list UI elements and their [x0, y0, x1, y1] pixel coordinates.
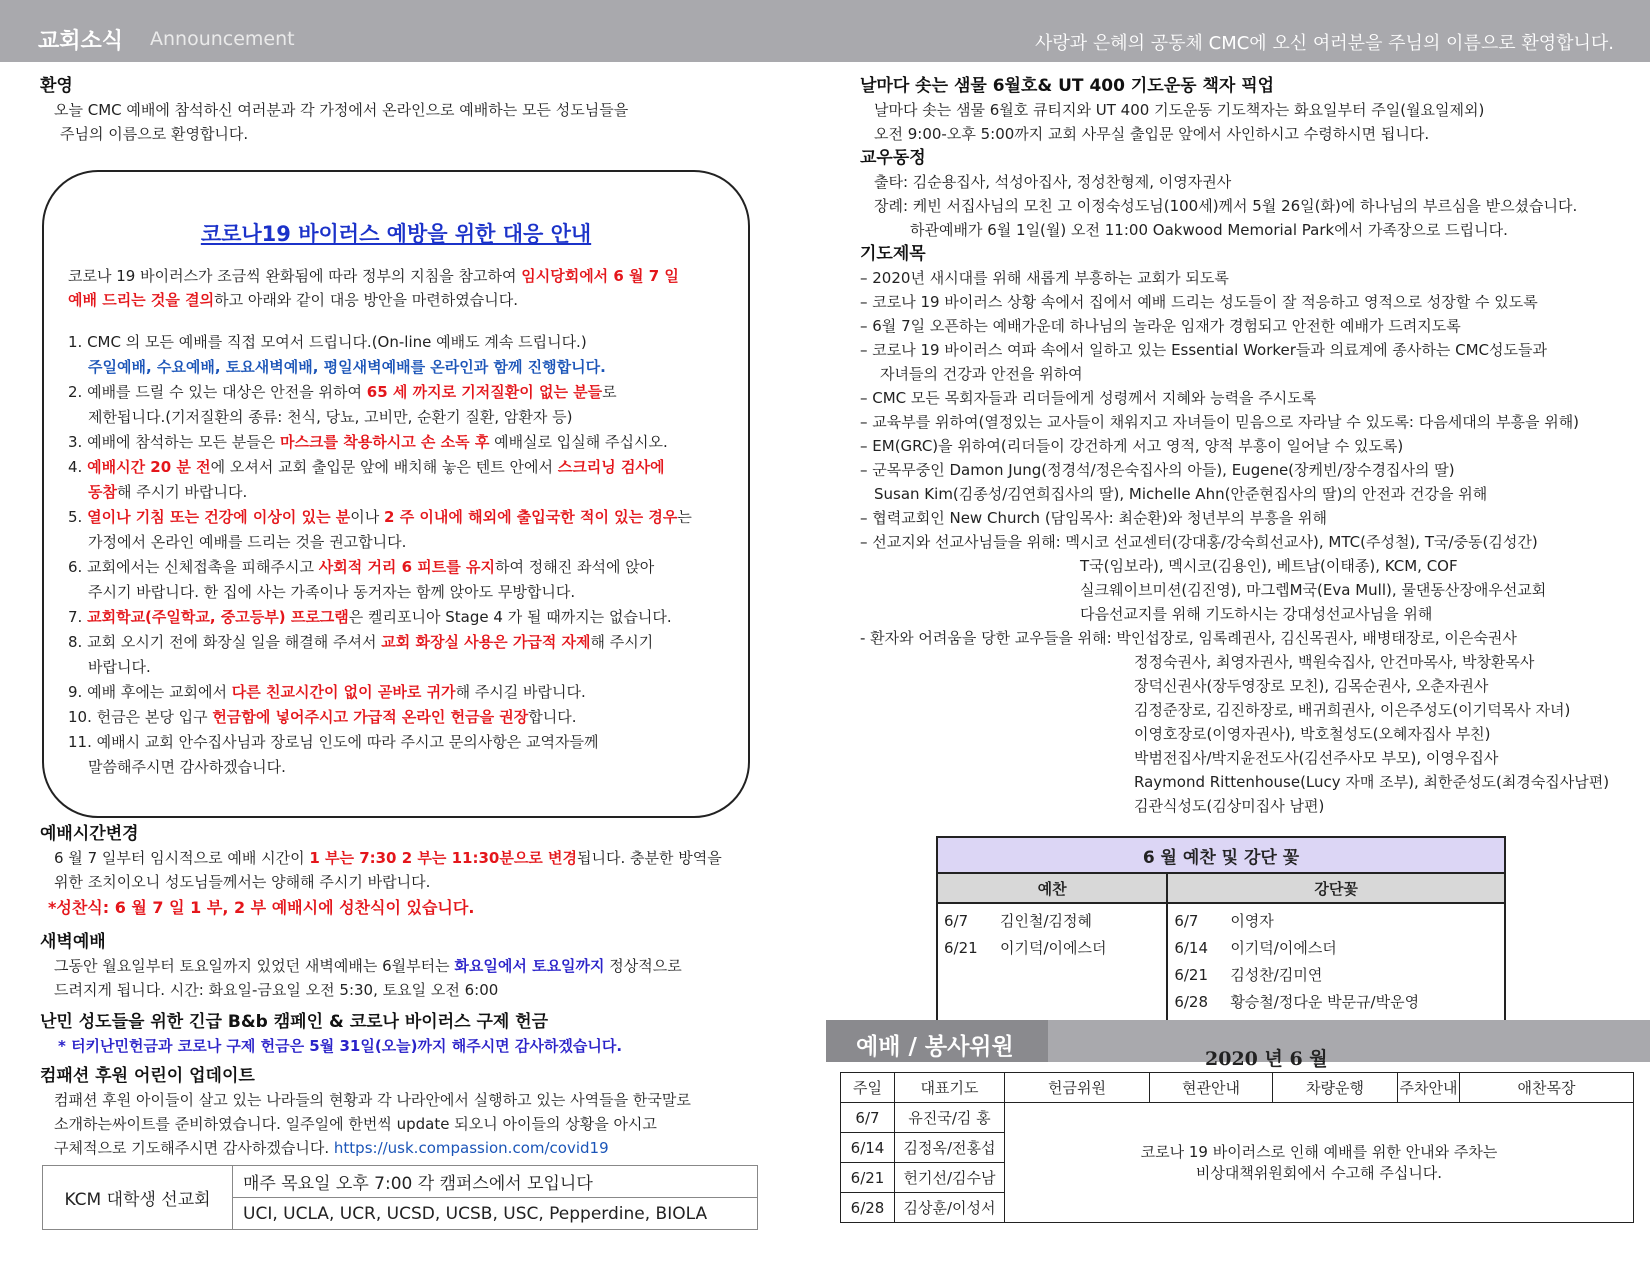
covid-item: 6. 교회에서는 신체접촉을 피해주시고 사회적 거리 6 피트를 유지하여 정해진 좌석에 앉아 — [68, 558, 655, 576]
members-line: 하관예배가 6월 1일(월) 오전 11:00 Oakwood Memorial Park에서 가족장으로 드립니다. — [910, 221, 1508, 239]
covid-intro-highlight: 예배 드리는 것을 결의 — [68, 291, 215, 309]
dawn-section: 새벽예배 그동안 월요일부터 토요일까지 있었던 새벽예배는 6월부터는 화요일에서 토요일까지 정상적으로 드려지게 됩니다. 시간: 화요일-금요일 오전 5:30, 토요일 오전 6:00 — [40, 930, 760, 1002]
header-welcome: 사랑과 은혜의 공동체 CMC에 오신 여러분을 주님의 이름으로 환영합니다. — [1034, 33, 1614, 54]
svc-prayer: 김정옥/전홍섭 — [895, 1133, 1005, 1163]
covid-item: 말씀해주시면 감사하겠습니다. — [88, 758, 286, 776]
refugee-title: 난민 성도들을 위한 긴급 B&b 캠페인 & 코로나 바이러스 구제 헌금 — [40, 1012, 549, 1032]
welcome-section — [40, 74, 760, 146]
prayer-item: – CMC 모든 목회자들과 리더들에게 성령께서 지혜와 능력을 주시도록 — [860, 389, 1317, 407]
spring-line: 날마다 솟는 샘물 6월호 큐티지와 UT 400 기도운동 기도책자는 화요일부터 주일(월요일제외) — [874, 101, 1485, 119]
covid-item: 10. 헌금은 본당 입구 헌금함에 넣어주시고 가급적 온라인 헌금을 권장합니다. — [68, 708, 577, 726]
covid-notice-box — [42, 170, 750, 818]
covid-list — [68, 330, 738, 780]
service-month: 2020 년 6 월 — [1205, 1048, 1328, 1070]
table-row — [841, 1103, 1634, 1133]
prayer-item: 이영호장로(이영자권사), 박호철성도(오혜자집사 부친) — [1134, 725, 1491, 743]
prayer-item: – 2020년 새시대를 위해 새롭게 부흥하는 교회가 되도록 — [860, 269, 1229, 287]
prayer-item: Raymond Rittenhouse(Lucy 자매 조부), 최한준성도(최경숙집사남편) — [1134, 773, 1610, 791]
right-column — [860, 74, 1630, 818]
covid-intro-text: 코로나 19 바이러스가 조금씩 완화됨에 따라 정부의 지침을 참고하여 — [68, 267, 522, 285]
covid-item: 4. 예배시간 20 분 전에 오셔서 교회 출입문 앞에 배치해 놓은 텐트 안에서 스크리닝 검사에 — [68, 458, 665, 476]
prayer-item: – 교육부를 위하여(열정있는 교사들이 채워지고 자녀들이 믿음으로 자라날 수 있도록: 다음세대의 부흥을 위해) — [860, 413, 1580, 431]
kcm-campuses: UCI, UCLA, UCR, UCSD, UCSB, USC, Pepperdine, BIOLA — [233, 1198, 758, 1230]
svc-header: 주차안내 — [1398, 1073, 1460, 1103]
covid-item: 5. 열이나 기침 또는 건강에 이상이 있는 분이나 2 주 이내에 해외에 출입국한 적이 있는 경우는 — [68, 508, 692, 526]
prayer-item: 김관식성도(김상미집사 남편) — [1134, 797, 1325, 815]
flower-col-yechan: 예찬 — [937, 873, 1167, 903]
header-title-kr: 교회소식 — [38, 29, 124, 54]
covid-item: 9. 예배 후에는 교회에서 다른 친교시간이 없이 곧바로 귀가해 주시길 바랍니다. — [68, 683, 586, 701]
svc-date: 6/21 — [841, 1163, 895, 1193]
svc-header: 대표기도 — [895, 1073, 1005, 1103]
prayer-item: 자녀들의 건강과 안전을 위하여 — [880, 365, 1083, 383]
svc-header: 헌금위원 — [1005, 1073, 1150, 1103]
svc-header: 주일 — [841, 1073, 895, 1103]
covid-item: 8. 교회 오시기 전에 화장실 일을 해결해 주셔서 교회 화장실 사용은 가급적 자제해 주시기 — [68, 633, 654, 651]
covid-item: 3. 예배에 참석하는 모든 분들은 마스크를 착용하시고 손 소독 후 예배실로 입실해 주십시오. — [68, 433, 668, 451]
prayer-item: – 군목무중인 Damon Jung(정경석/정은숙집사의 아들), Eugene(장케빈/장수경집사의 딸) — [860, 461, 1455, 479]
list-item: 6/21 이기덕/이에스더 — [944, 939, 1107, 957]
members-title: 교우동정 — [860, 148, 926, 168]
prayer-item: – 코로나 19 바이러스 상황 속에서 집에서 예배 드리는 성도들이 잘 적응하고 영적으로 성장할 수 있도록 — [860, 293, 1538, 311]
svc-header: 현관안내 — [1150, 1073, 1273, 1103]
time-change-line: 위한 조치이오니 성도님들께서는 양해해 주시기 바랍니다. — [54, 873, 431, 891]
svc-header: 애찬목장 — [1460, 1073, 1634, 1103]
compassion-title: 컴패션 후원 어린이 업데이트 — [40, 1066, 255, 1086]
dawn-line: 드려지게 됩니다. 시간: 화요일-금요일 오전 5:30, 토요일 오전 6:00 — [54, 981, 499, 999]
header-title-en: Announcement — [150, 28, 295, 50]
svc-date: 6/28 — [841, 1193, 895, 1223]
svc-note: 코로나 19 바이러스로 인해 예배를 위한 안내와 주차는 비상대책위원회에서 수고해 주십니다. — [1005, 1103, 1634, 1223]
prayer-item: – 선교지와 선교사님들을 위해: 멕시코 선교센터(강대홍/강숙희선교사), MTC(주성철), T국/중동(김성간) — [860, 533, 1538, 551]
prayer-item: 박범전집사/박지윤전도사(김선주사모 부모), 이영우집사 — [1134, 749, 1499, 767]
svc-prayer: 유진국/김 홍 — [895, 1103, 1005, 1133]
service-title: 예배 / 봉사위원 — [856, 1034, 1014, 1060]
svc-prayer: 헌기선/김수남 — [895, 1163, 1005, 1193]
refugee-section — [40, 1010, 760, 1058]
list-item: 6/28 황승철/정다운 박문규/박운영 — [1174, 993, 1420, 1011]
dawn-title: 새벽예배 — [40, 932, 106, 952]
prayer-item: – 코로나 19 바이러스 여파 속에서 일하고 있는 Essential Worker들과 의료계에 종사하는 CMC성도들과 — [860, 341, 1547, 359]
covid-item: 주시기 바랍니다. 한 집에 사는 가족이나 동거자는 함께 앉아도 무방합니다. — [88, 583, 576, 601]
compassion-section: 컴패션 후원 어린이 업데이트 컴패션 후원 아이들이 살고 있는 나라들의 현황과 각 나라안에서 실행하고 있는 사역들을 한국말로 소개하는싸이트를 준비하였습니다. 일주일에 한번씩 update 되오니 아이들의 상황을 아시고 구체적으로 기도해주시면 감사하겠습니다. https://usk.compassion.com/covid19 — [40, 1064, 760, 1160]
time-change-title: 예배시간변경 — [40, 824, 139, 844]
kcm-name: KCM 대학생 선교회 — [43, 1166, 233, 1230]
compassion-line: 소개하는싸이트를 준비하였습니다. 일주일에 한번씩 update 되오니 아이들의 상황을 아시고 — [54, 1115, 657, 1133]
list-item: 6/14 이기덕/이에스더 — [1174, 939, 1337, 957]
prayer-item: – 협력교회인 New Church (담임목사: 최순환)와 청년부의 부흥을 위해 — [860, 509, 1327, 527]
covid-item: 동참해 주시기 바랍니다. — [88, 483, 248, 501]
prayer-item: – 6월 7일 오픈하는 예배가운데 하나님의 놀라운 임재가 경험되고 안전한 예배가 드려지도록 — [860, 317, 1461, 335]
list-item: 6/7 김인철/김정혜 — [944, 912, 1092, 930]
prayer-item: 실크웨이브미션(김진영), 마그렙M국(Eva Mull), 물댄동산장애우선교회 — [1080, 581, 1547, 599]
covid-intro-highlight: 임시당회에서 6 월 7 일 — [521, 267, 679, 285]
covid-title: 코로나19 바이러스 예방을 위한 대응 안내 — [200, 222, 592, 246]
welcome-line: 오늘 CMC 예배에 참석하신 여러분과 각 가정에서 온라인으로 예배하는 모든 성도님들을 — [54, 101, 629, 119]
list-item: 6/21 김성찬/김미연 — [1174, 966, 1323, 984]
list-item: 6/7 이영자 — [1174, 912, 1274, 930]
time-change-section: 예배시간변경 6 월 7 일부터 임시적으로 예배 시간이 1 부는 7:30 2 부는 11:30분으로 변경됩니다. 충분한 방역을 위한 조치이오니 성도님들께서는 양해해 주시기 바랍니다. *성찬식: 6 월 7 일 1 부, 2 부 예배시에 성찬식이 있습니다. — [40, 822, 760, 922]
members-line: 출타: 김순용집사, 석성아집사, 정성찬형제, 이영자권사 — [874, 173, 1232, 191]
welcome-title: 환영 — [40, 76, 73, 96]
flower-col-gangdan: 강단꽃 — [1167, 873, 1505, 903]
covid-item: 2. 예배를 드릴 수 있는 대상은 안전을 위하여 65 세 까지로 기저질환이 없는 분들로 — [68, 383, 617, 401]
prayer-title: 기도제목 — [860, 244, 926, 264]
welcome-line: 주님의 이름으로 환영합니다. — [60, 125, 249, 143]
prayer-item: – EM(GRC)을 위하여(리더들이 강건하게 서고 영적, 양적 부흥이 일어날 수 있도록) — [860, 437, 1404, 455]
spring-line: 오전 9:00-오후 5:00까지 교회 사무실 출입문 앞에서 사인하시고 수령하시면 됩니다. — [874, 125, 1430, 143]
prayer-item: - 환자와 어려움을 당한 교우들을 위해: 박인섭장로, 임록례권사, 김신목권사, 배병태장로, 이은숙권사 — [860, 629, 1517, 647]
prayer-item: 정정숙권사, 최영자권사, 백원숙집사, 안건마목사, 박창환목사 — [1134, 653, 1535, 671]
service-table — [840, 1072, 1634, 1223]
prayer-item: 김정준장로, 김진하장로, 배귀희권사, 이은주성도(이기덕목사 자녀) — [1134, 701, 1571, 719]
prayer-item: Susan Kim(김종성/김연희집사의 딸), Michelle Ahn(안준현집사의 딸)의 안전과 건강을 위해 — [874, 485, 1488, 503]
svc-date: 6/14 — [841, 1133, 895, 1163]
covid-item: 주일예배, 수요예배, 토요새벽예배, 평일새벽예배를 온라인과 함께 진행합니다. — [88, 358, 606, 376]
kcm-table — [42, 1165, 758, 1230]
prayer-item: 장덕신권사(장두영장로 모친), 김목순권사, 오춘자권사 — [1134, 677, 1489, 695]
covid-item: 바랍니다. — [88, 658, 151, 676]
compassion-link[interactable]: https://usk.compassion.com/covid19 — [333, 1139, 609, 1157]
header-bar — [0, 0, 1650, 62]
communion-note: *성찬식: 6 월 7 일 1 부, 2 부 예배시에 성찬식이 있습니다. — [48, 898, 475, 917]
covid-item: 11. 예배시 교회 안수집사님과 장로님 인도에 따라 주시고 문의사항은 교역자들께 — [68, 733, 599, 751]
covid-item: 1. CMC 의 모든 예배를 직접 모여서 드립니다.(On-line 예배도 계속 드립니다.) — [68, 333, 587, 351]
members-line: 장례: 케빈 서집사님의 모친 고 이정숙성도님(100세)께서 5월 26일(화)에 하나님의 부르심을 받으셨습니다. — [874, 197, 1578, 215]
refugee-note: * 터키난민헌금과 코로나 구제 헌금은 5월 31일(오늘)까지 해주시면 감사하겠습니다. — [58, 1037, 623, 1055]
compassion-line: 컴패션 후원 아이들이 살고 있는 나라들의 현황과 각 나라안에서 실행하고 있는 사역들을 한국말로 — [54, 1091, 691, 1109]
svc-prayer: 김상훈/이성서 — [895, 1193, 1005, 1223]
prayer-item: 다음선교지를 위해 기도하시는 강대성선교사님을 위해 — [1080, 605, 1433, 623]
covid-item: 가정에서 온라인 예배를 드리는 것을 권고합니다. — [88, 533, 407, 551]
flower-table-title: 6 월 예찬 및 강단 꽃 — [937, 837, 1505, 873]
covid-intro — [68, 264, 728, 312]
svc-date: 6/7 — [841, 1103, 895, 1133]
covid-intro-text: 하고 아래와 같이 대응 방안을 마련하였습니다. — [214, 291, 518, 309]
kcm-schedule: 매주 목요일 오후 7:00 각 캠퍼스에서 모입니다 — [233, 1166, 758, 1198]
prayer-item: T국(임보라), 멕시코(김용인), 베트남(이태종), KCM, COF — [1080, 557, 1458, 575]
covid-item: 7. 교회학교(주일학교, 중고등부) 프로그램은 켈리포니아 Stage 4 가 될 때까지는 없습니다. — [68, 608, 672, 626]
spring-title: 날마다 솟는 샘물 6월호& UT 400 기도운동 책자 픽업 — [860, 76, 1275, 96]
covid-item: 제한됩니다.(기저질환의 종류: 천식, 당뇨, 고비만, 순환기 질환, 암환자 등) — [88, 408, 573, 426]
flower-table — [936, 836, 1506, 1042]
prayer-list — [860, 266, 1630, 818]
svc-header: 차량운행 — [1273, 1073, 1398, 1103]
